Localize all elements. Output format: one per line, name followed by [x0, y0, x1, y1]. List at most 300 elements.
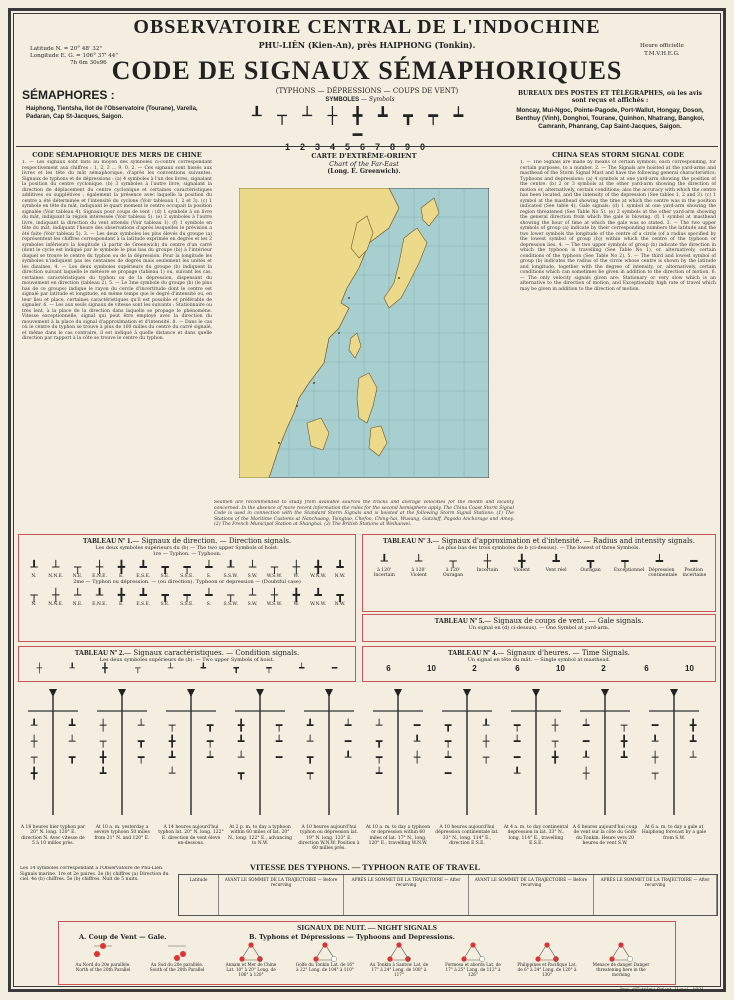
night-signals-box: [58, 921, 676, 985]
time-hour: 2: [472, 664, 477, 673]
svg-text:┸: ┸: [513, 767, 521, 780]
night-signal-item: [443, 942, 503, 977]
table-1-row2-signs: [23, 588, 351, 602]
map-caption: [214, 152, 514, 176]
night-title: SIGNAUX DE NUIT. — NIGHT SIGNALS: [297, 923, 437, 932]
direction-symbol: ┳: [336, 588, 344, 602]
map-subtitle: Chart of the Far-East: [329, 160, 399, 168]
divider-top: [16, 146, 718, 147]
post-offices-list: Moncay, Mui-Ngoc, Pointe-Pagode, Port-Wallut, Hongay, Doson, Benthuy (Vinh), Donghoi, Tourane, Quinhon, Nhatrang, Bangkoi, Camranh, Phanrang, Cap Saint-Jacques, Saigon.: [515, 107, 705, 130]
condition-symbol: ┯: [266, 664, 272, 674]
condition-symbol: ┴: [167, 664, 174, 674]
speed-column: AVANT LE SOMMET DE LA TRAJECTOIRE — Before recurving: [219, 875, 344, 915]
table-5-title-rest: — Signaux de coups de vent. — Gale signals.: [484, 617, 644, 625]
direction-label: E.S.E.: [136, 574, 151, 579]
direction-symbol: ┷: [205, 588, 213, 602]
svg-text:┷: ┷: [444, 751, 452, 764]
table-3-sub1: Le plus bas des trois symboles de b (ci-dessus). — The lowest of three Symbols.: [438, 545, 640, 551]
symbols-title: SYMBOLES — Symbols: [325, 96, 395, 103]
table-2-title: [19, 649, 355, 657]
svg-text:┬: ┬: [99, 735, 107, 748]
svg-text:┳: ┳: [306, 751, 314, 764]
svg-text:┷: ┷: [582, 719, 590, 732]
post-offices-box: [510, 90, 710, 150]
svg-text:╋: ╋: [551, 751, 559, 764]
direction-symbol: ┴: [74, 588, 82, 602]
condition-symbol: ┼: [36, 664, 43, 674]
left-section-title: CODE SÉMAPHORIQUE DES MERS DE CHINE: [32, 151, 202, 159]
radius-label: Position incertaine: [682, 568, 707, 578]
radius-symbol: ┯: [621, 554, 629, 568]
lantern-icon: [606, 942, 636, 962]
direction-label: N.: [31, 574, 37, 579]
direction-label: S.S.W.: [223, 602, 238, 607]
map-title: CARTE D'EXTRÊME-ORIENT: [311, 152, 417, 160]
table-3-signs: [367, 554, 711, 568]
map-graphic: [239, 188, 489, 478]
night-signal-label: Au Nord du 20e parallèle. North of the 20th Parallel: [75, 962, 131, 972]
night-signal-label: Golfe du Tonkin Lat. de 16° à 22° Long. de 104° à 110°: [295, 962, 355, 972]
svg-text:┬: ┬: [168, 719, 176, 732]
table-5-number: TABLEAU Nº 5.: [434, 617, 485, 625]
direction-label: S.E.: [160, 574, 170, 579]
example-diagram: [434, 685, 500, 863]
direction-symbol: ┻: [139, 560, 147, 574]
direction-label: W.S.W.: [266, 574, 282, 579]
direction-symbol: ┻: [139, 588, 147, 602]
direction-label: S.W.: [247, 574, 258, 579]
direction-label: N.N.E.: [48, 574, 64, 579]
svg-text:╋: ╋: [237, 719, 245, 732]
direction-symbol: ┴: [248, 588, 257, 602]
direction-label: W.: [293, 574, 299, 579]
example-diagram: [158, 685, 224, 863]
semaphores-list: Haiphong, Tientsha, îlot de l'Observatoire (Tourane), Varella, Padaran, Cap St-Jacques, Saigon.: [26, 106, 198, 120]
left-section-text: 1. — Les signaux sont faits au moyen des symboles ci-contre correspondant respectivement aux chiffres : 1, 2, 3 ... 9, 0. 2. — Ces signaux sont hissés aux livres et les tête du mât sémaphorique, d'après les conventions suivantes. Signaux de typhons et de dépressions : (a) 4 symboles à l'un des livres, signalant la position du centre cyclonique. (b) 3 symboles à l'autre livre, signalant la direction de déplacement du centre cyclonique et certaines caractéristiques additives ou supplétives ; également la présence avec laquelle la position du centre a été déterminée et l'intensité du cyclone (Voir tableaux 1, 2 et 3). (c) 1 symbole en tête du mât, indiquant le quart moment le centre occupait la position signalée (Voir tableau 4). Signaux pour coups de vent : (d) 1 symbole à un livre du mât, indiquant la région intéressée (Voir tableau 5). (e) 2 symboles à l'autre livre, indiquant la direction du vent attendu (Voir tableau 1). (f) 1 symbole en tête du mât, indiquant l'heure des observations d'après lesquelles le prévision a été faite (Voir tableau 5). 3. — Les deux symboles les plus élevés du groupe (a) représentent les chiffres correspondant à la latitude exprimée en degrés et les 2 symboles inférieurs la longitude (à partir de Greenwich) du centre d'un carré (dont le cycle est indiqué par le symbole le plus bas du groupe (b)) à l'intérieur duquel se trouve le centre du typhon ou de la dépression. Pour la longitude les symboles n'indiquent pas les centaines de degrés mais seulement les unités et les dizaines. 4. — Les deux symboles supérieurs du groupe (b) indiquent la direction suivant laquelle le météore se propage (tableau 1) ou, suivant les cas, certaines caractéristiques du typhon ou de la dépression, dispensant du mouvement en direction (tableau 2). 5. — Le 3me symbole du groupe (b) (le plus bas de ce groupe) indique le rayon du cercle d'incertitude dont le centre est signalé par latitude et longitude, en même temps que le degré d'intensité ou, en leur lieu et place, certaines caractéristiques qu'il est possible et préférable de signaler. 6. — Les aux seuls signaux de vitesse sont les suivants : Stationnaire ou très lent, à la place de la direction dans laquelle se propage le phénomène. Vitesse exceptionnelle, signal qui peut être employé avec la direction du mouvement à la place du signal d'approximation et d'intensité. 8. — Dans le cas où le centre du typhon se trouve à plus de 100 milles du centre du carré signalé, et même dans le cas contraire, il est indiqué à quelle distance et dans quelle direction par rapport à la côte se trouve le centre du typhon.: [22, 160, 212, 341]
table-1-sub2: 1re — Typhon. — Typhoon.: [152, 551, 222, 557]
semaphores-title: SÉMAPHORES :: [22, 88, 115, 102]
condition-symbol: ┳: [233, 664, 239, 674]
svg-text:┬: ┬: [30, 751, 38, 764]
svg-text:┳: ┳: [375, 735, 383, 748]
time-hour: 2: [601, 664, 606, 673]
table-4-title-rest: — Signaux d'heures. — Time Signals.: [497, 649, 631, 657]
svg-text:┷: ┷: [513, 735, 521, 748]
direction-label: S.: [206, 574, 212, 579]
table-4-sub1: Un signal en tête du mât. — Single symbol at masthead.: [467, 657, 611, 663]
direction-label: S.: [206, 602, 212, 607]
symbol-numbers: 1234567890: [284, 142, 436, 152]
svg-text:┼: ┼: [551, 719, 559, 732]
example-diagram: [296, 685, 362, 863]
example-caption: At 6 a. m. to day a gale at Haiphong forecast by a gale from S.W.: [641, 825, 707, 841]
night-signal-item: [369, 942, 429, 977]
table-3-radius: [362, 534, 716, 612]
lantern-icon: [458, 942, 488, 962]
svg-text:━: ━: [444, 767, 452, 780]
direction-symbol: ┴: [52, 560, 60, 574]
direction-symbol: ┬: [74, 560, 82, 574]
direction-label: W.N.W.: [310, 574, 327, 579]
direction-symbol: ┸: [30, 560, 38, 574]
direction-label: N.W.: [334, 602, 346, 607]
svg-text:━: ━: [413, 719, 421, 732]
svg-text:┳: ┳: [137, 735, 145, 748]
svg-text:┸: ┸: [582, 751, 590, 764]
radius-label: à 120' Violent: [410, 568, 427, 578]
example-caption: A 18 heures hier typhon par 20° N. long. 120° E. direction N. Avec vitesse de 5 à 10 milles près.: [20, 825, 86, 846]
svg-text:╋: ╋: [30, 767, 38, 780]
time-hour: 10: [556, 664, 565, 673]
example-diagram: [641, 685, 707, 863]
svg-text:┸: ┸: [482, 719, 490, 732]
svg-text:╋: ╋: [620, 735, 628, 748]
night-typhoon-label: B. Typhons et Dépressions — Typhoons and Depressions.: [249, 933, 455, 941]
table-2-condition: [18, 646, 356, 682]
table-1-number: TABLEAU Nº 1.: [82, 537, 133, 545]
mast-icon: [641, 685, 707, 819]
time-hour: 10: [427, 664, 436, 673]
direction-label: S.S.E.: [180, 602, 194, 607]
svg-text:┴: ┴: [375, 719, 383, 732]
page-subtitle: (TYPHONS — DÉPRESSIONS — COUPS DE VENT): [275, 87, 459, 95]
direction-symbol: ╋: [117, 560, 125, 574]
radius-label: à 120' Incertain: [373, 568, 395, 578]
symbols-title-caps: SYMBOLES: [325, 97, 360, 103]
night-signal-item: [73, 942, 133, 972]
direction-label: N.N.E.: [48, 602, 64, 607]
radius-label: Dépression continentale: [648, 568, 678, 578]
night-signal-label: Au Sud du 20e parallèle. South of the 20th Parallel: [149, 962, 205, 972]
direction-label: E.: [118, 574, 124, 579]
condition-symbol: ╋: [102, 664, 108, 674]
direction-symbol: ┷: [205, 560, 213, 574]
svg-text:┬: ┬: [620, 719, 628, 732]
observatory-coordinates: [30, 46, 118, 67]
direction-symbol: ╋: [314, 560, 322, 574]
svg-text:┻: ┻: [689, 735, 697, 748]
hour-line1: Heure officielle: [640, 43, 684, 49]
lantern-icon: [236, 942, 266, 962]
night-signal-label: Annam et Mer de Chine Lat. 10° à 20° Long. de 106° à 120°: [225, 962, 277, 977]
radius-symbol: ╋: [518, 554, 526, 568]
middle-note: Seamen are recommended to study from available sources the tracks and average velocities for the month and locality concerned. In the absence of more recent information the rules for the second hemisphere apply. The China Coast Storm Signal Code is used in connection with the Standard Storm Signals and is hoisted at the following Storm Signal Stations: (1) The Stations of the Maritime Customs at Nanchuang, Tsingtao, Chefoo, Ching-hai, Wusung, Gutzlaff, Pagoda Anchorage and Amoy. (2) The French Municipal Station at Shanghai. (3) The British Stations at Weihaiwei.: [214, 500, 514, 527]
speed-column: APRÈS LE SOMMET DE LA TRAJECTOIRE — After recurving: [344, 875, 469, 915]
speed-column: Latitude: [179, 875, 219, 915]
direction-label: N.W.: [334, 574, 346, 579]
svg-text:╋: ╋: [689, 719, 697, 732]
svg-text:┯: ┯: [444, 735, 452, 748]
night-signal-item: [221, 942, 281, 977]
svg-text:━: ━: [651, 719, 659, 732]
svg-text:┼: ┼: [30, 735, 38, 748]
mast-icon: [296, 685, 362, 819]
direction-symbol: ╋: [117, 588, 125, 602]
table-1-row1-signs: [23, 560, 351, 574]
direction-symbol: ┼: [292, 560, 300, 574]
svg-text:┻: ┻: [306, 719, 314, 732]
speed-table: [178, 874, 718, 916]
table-4-number: TABLEAU Nº 4.: [447, 649, 498, 657]
svg-text:┯: ┯: [275, 719, 283, 732]
svg-text:┳: ┳: [444, 719, 452, 732]
table-5-gale: [362, 614, 716, 642]
speed-column: AVANT LE SOMMET DE LA TRAJECTOIRE — Before recurving: [469, 875, 594, 915]
radius-symbol: ┷: [655, 554, 663, 568]
night-signal-item: [295, 942, 355, 972]
table-2-number: TABLEAU Nº 2.: [74, 649, 125, 657]
mast-icon: [365, 685, 431, 819]
table-1-row2-labels: [23, 602, 351, 607]
time-value: 7h 6m 30s96: [70, 60, 107, 66]
svg-text:┸: ┸: [30, 719, 38, 732]
table-5-title: [363, 617, 715, 625]
direction-symbol: ┬: [30, 588, 38, 602]
svg-text:┷: ┷: [344, 719, 352, 732]
direction-label: S.S.W.: [223, 574, 238, 579]
direction-symbol: ┬: [270, 560, 278, 574]
mast-icon: [227, 685, 293, 819]
symbol-glyphs: ┸ ┬ ┴ ┼ ╋ ┻ ┳ ┯ ┷ ━: [251, 106, 469, 144]
svg-text:┬: ┬: [651, 767, 659, 780]
lantern-icon: [162, 942, 192, 962]
example-diagram: [20, 685, 86, 863]
direction-symbol: ┳: [161, 588, 169, 602]
table-1-title: [19, 537, 355, 545]
direction-symbol: ┳: [161, 560, 169, 574]
svg-text:┴: ┴: [68, 735, 76, 748]
direction-label: N.E.: [72, 602, 83, 607]
direction-symbol: ┻: [336, 560, 344, 574]
lantern-icon: [310, 942, 340, 962]
right-section-title: CHINA SEAS STORM SIGNAL CODE: [552, 151, 684, 159]
lantern-icon: [88, 942, 118, 962]
direction-symbol: ┴: [248, 560, 257, 574]
table-4-title: [363, 649, 715, 657]
svg-text:━: ━: [513, 751, 521, 764]
svg-text:┷: ┷: [206, 751, 214, 764]
example-caption: At 2 p. m. to day a typhoon within 60 miles of lat. 20° N., long. 122° E., advancing to N.W.: [228, 825, 292, 846]
svg-text:━: ━: [275, 751, 283, 764]
night-signal-label: Au Tonkin à Santow Lat. de 17° à 24° Long. de 108° à 117°: [369, 962, 429, 977]
example-diagram: [89, 685, 155, 863]
direction-symbol: ┸: [95, 588, 104, 602]
direction-symbol: ┼: [270, 588, 278, 602]
direction-label: E.: [118, 602, 124, 607]
svg-text:━: ━: [344, 735, 352, 748]
table-4-time: [362, 646, 716, 682]
night-signal-item: [517, 942, 577, 977]
mast-icon: [503, 685, 569, 819]
direction-symbol: ┯: [183, 560, 191, 574]
radius-label: Exceptionnel: [613, 568, 645, 573]
svg-text:┯: ┯: [137, 751, 145, 764]
condition-symbol: ┻: [200, 664, 207, 674]
post-offices-title: BUREAUX DES POSTES ET TÉLÉGRAPHES, où les avis sont reçus et affichés :: [517, 90, 703, 104]
svg-text:┸: ┸: [651, 735, 659, 748]
example-diagram: [365, 685, 431, 863]
radius-label: Incertain: [476, 568, 498, 573]
svg-text:┻: ┻: [99, 767, 107, 780]
mast-icon: [158, 685, 224, 819]
condition-symbol: ━: [331, 664, 338, 674]
mast-icon: [434, 685, 500, 819]
table-3-title-rest: — Signaux d'approximation et d'intensité. — Radius and intensity signals.: [432, 537, 696, 545]
map-meridian: (Long. E. Greenwich).: [327, 168, 401, 175]
official-hour: [640, 42, 684, 58]
direction-symbol: ┼: [52, 588, 60, 602]
direction-label: N.E.: [72, 574, 83, 579]
svg-text:╋: ╋: [168, 735, 176, 748]
table-1-title-rest: — Signaux de direction. — Direction signals.: [132, 537, 292, 545]
svg-text:╋: ╋: [99, 751, 107, 764]
example-diagram: [572, 685, 638, 863]
direction-label: S.W.: [247, 602, 258, 607]
mast-icon: [89, 685, 155, 819]
example-caption: At 10 a. m. yesterday a severe typhoon 50 miles from 21° N. and 120° E.: [94, 825, 150, 841]
table-2-sub1: Les deux symboles supérieurs de (b). — Two upper Symbols of hoist.: [99, 657, 275, 663]
radius-symbol: ┴: [414, 554, 423, 568]
svg-text:┼: ┼: [99, 719, 107, 732]
direction-label: W.S.W.: [266, 602, 282, 607]
far-east-map: [214, 152, 514, 497]
svg-text:┴: ┴: [689, 751, 697, 764]
svg-text:┼: ┼: [651, 751, 659, 764]
svg-text:┸: ┸: [413, 735, 421, 748]
page-title: CODE DE SIGNAUX SÉMAPHORIQUES: [111, 56, 623, 85]
direction-symbol: ┸: [227, 560, 235, 574]
direction-label: E.N.E.: [92, 574, 107, 579]
mast-icon: [572, 685, 638, 819]
lon-value: 106° 37' 44": [82, 53, 118, 59]
svg-text:┻: ┻: [168, 751, 176, 764]
night-signal-item: [147, 942, 207, 972]
direction-label: E.S.E.: [136, 602, 151, 607]
table-4-hours: [367, 664, 711, 673]
symbols-box: [240, 96, 480, 152]
lantern-icon: [532, 942, 562, 962]
radius-label: Vent réel: [545, 568, 567, 573]
direction-label: W.: [293, 602, 299, 607]
direction-symbol: ╋: [292, 588, 300, 602]
radius-label: à 120' Ouragan: [442, 568, 464, 578]
lat-label: Latitude N. =: [30, 46, 69, 52]
imprint: Imp. d'Extrême-Orient, Hanoi - 1931.: [620, 988, 706, 993]
observatory-title: OBSERVATOIRE CENTRAL DE L'INDOCHINE: [133, 16, 601, 38]
svg-text:┼: ┼: [413, 751, 421, 764]
radius-symbol: ┸: [380, 554, 388, 568]
svg-text:┬: ┬: [482, 751, 490, 764]
radius-symbol: ┼: [483, 554, 491, 568]
svg-text:━: ━: [582, 735, 590, 748]
svg-text:┴: ┴: [168, 767, 176, 780]
condition-symbol: ┷: [299, 664, 305, 674]
example-caption: A 14 heures aujourd'hui typhon lat. 20° N. long. 122° E. direction de vent élevé en-dessous.: [158, 825, 224, 846]
direction-label: S.E.: [160, 602, 170, 607]
lantern-icon: [384, 942, 414, 962]
direction-symbol: ┬: [227, 588, 235, 602]
header: [14, 14, 720, 95]
svg-text:┻: ┻: [620, 751, 628, 764]
direction-symbol: ┯: [183, 588, 191, 602]
svg-text:┴: ┴: [137, 719, 145, 732]
direction-label: N.: [31, 602, 37, 607]
direction-label: S.S.E.: [180, 574, 194, 579]
side-note-left: Les 14 symboles correspondant à l'Observatoire de Phu-Liên. Signals marine. 1re et 2e paires. 3e (b) chiffres (a) Direction du ciel. 4e (b) chiffres. 5e (b) chiffres. Nuit de 5 nuits.: [20, 866, 169, 883]
example-diagrams: [20, 685, 714, 863]
right-section-text: 1. — The Signals are made by means of certain symbols, each corresponding, for certain purposes, to a number. 2. — The Signals are hoisted at the yard-arms and masthead of the Storm Signal Mast and have the following general characteristics: Typhoons and depressions: (a) 4 symbols at one yard-arm showing the position of the centre. (b) 2 or 3 symbols at the other yard-arm showing the direction of motion or, alternatively, certain conditions; also the accuracy with which the centre has been located, and the intensity of the depression (See tables 1, 2 and 3). (c) 1 symbol at the masthead showing the time at which the centre was in the position indicated (See table 4). Gale signals: (d) 1 symbol at one yard-arm showing the region threatened (See Table No 5). (e) 2 symbols at the other yard-arm showing the general direction from which the gale is blowing. (f) 1 symbol at masthead showing the hour of time at which the gale was so stated. 3. — The two upper symbols of group (a) indicate by their corresponding numbers the latitude and the two lower symbols the longitude of the centre of a circle (of a radius specified by the lowest symbol of group (b)) within which the centre of the typhoon or depression lies. 4. — The two upper symbols of group (b) indicate the direction in which the typhoon is travelling (See Table No 1), or, alternatively, certain conditions of the typhoon (See Table No 2). 5. — The third and lowest symbol of group (b) indicates the radius of the circle whose centre is shown by the latitude and longitude, together with the degree of intensity, or, alternatively, certain conditions which can sometimes be given in addition to the direction of motion. 6. — The only velocity signals given are: Stationary or very slow which is an alternative to the direction of motion, and Exceptionally high rate of travel which may be given in addition to the direction of motion.: [520, 160, 716, 292]
condition-symbol: ┬: [135, 664, 141, 674]
svg-text:┳: ┳: [68, 751, 76, 764]
direction-label: E.N.E.: [92, 602, 107, 607]
speed-column: APRÈS LE SOMMET DE LA TRAJECTOIRE — After recurving: [594, 875, 717, 915]
night-signal-label: Menace de danger Danger threatening here in the morning: [592, 962, 650, 977]
svg-text:┬: ┬: [551, 735, 559, 748]
speed-title: VITESSE DES TYPHONS. — TYPHOON RATE OF TRAVEL: [249, 862, 481, 872]
direction-symbol: ┻: [314, 588, 322, 602]
svg-text:┴: ┴: [306, 735, 314, 748]
example-caption: At 4 a. m. to day continental depression in lat. 33° N., long. 114° E., travelling E.S.E.: [503, 825, 569, 846]
radius-label: Violent: [513, 568, 530, 573]
radius-symbol: ━: [690, 554, 698, 568]
condition-symbol: ┸: [69, 664, 75, 674]
example-diagram: [227, 685, 293, 863]
radius-label: Ouragan: [580, 568, 601, 573]
example-caption: A 6 heures aujourd'hui coup de vent sur la côte du Golfe du Tonkin. Heure vers 20 heures de vent S.W.: [572, 825, 638, 846]
svg-text:┼: ┼: [582, 767, 590, 780]
direction-symbol: ┼: [95, 560, 104, 574]
table-3-title: [363, 537, 715, 545]
table-5-sub1: Un signal en (d) ci-dessus). — One Symbol at yard-arm.: [468, 625, 610, 631]
time-hour: 6: [515, 664, 520, 673]
night-signal-label: Philippines et Pacifique Lat. de 6° à 24° Long. de 120° à 130°: [517, 962, 577, 977]
example-caption: At 10 a. m. to day a typhoon or depression within 60 miles of lat. 17° N., long. 120° E., travelling W.N.W.: [365, 825, 431, 846]
semaphores-box: [22, 88, 207, 140]
svg-text:┯: ┯: [206, 735, 214, 748]
table-1-sub1: Les deux symboles supérieurs du (b) — The two upper Symbols of hoist.: [95, 545, 279, 551]
table-3-number: TABLEAU Nº 3.: [382, 537, 433, 545]
svg-text:┻: ┻: [237, 735, 245, 748]
svg-text:┳: ┳: [237, 767, 245, 780]
table-2-title-rest: — Signaux caractéristiques. — Condition signals.: [124, 649, 300, 657]
lon-label: Longitude E. G. =: [30, 53, 81, 59]
table-1-direction: [18, 534, 356, 642]
svg-text:┯: ┯: [306, 767, 314, 780]
night-signal-item: [591, 942, 651, 977]
radius-symbol: ┬: [449, 554, 457, 568]
radius-symbol: ┳: [586, 554, 595, 568]
symbols-title-italic: Symbols: [368, 96, 395, 103]
example-caption: A 10 heures aujourd'hui typhon ou dépression lat. 19° N. long. 123° E. direction W.N.W. Position à 60 milles près.: [298, 825, 360, 852]
lat-value: 20° 48' 32": [70, 46, 102, 52]
hour-line2: T.M.V.H.E.G.: [644, 51, 680, 57]
svg-text:┯: ┯: [513, 719, 521, 732]
mast-icon: [20, 685, 86, 819]
svg-text:┯: ┯: [375, 751, 383, 764]
night-gale-label: A. Coup de Vent — Gale.: [79, 933, 167, 941]
table-1-sub3: 2me — Typhon ou dépression. — (ou direction). Typhoon or depression — (Doubtful case): [73, 579, 301, 585]
table-2-signs: [23, 664, 351, 674]
svg-text:┷: ┷: [375, 767, 383, 780]
night-signal-label: Formosa et abords Lat. de 17° à 25° Long. de 112° à 126°: [445, 962, 501, 977]
svg-text:┴: ┴: [237, 751, 245, 764]
direction-label: W.N.W.: [310, 602, 327, 607]
time-hour: 10: [685, 664, 694, 673]
observatory-location: PHU-LIÊN (Kien-An), près HAIPHONG (Tonkin).: [258, 40, 476, 50]
svg-text:┻: ┻: [68, 719, 76, 732]
svg-text:┷: ┷: [275, 735, 283, 748]
example-diagram: [503, 685, 569, 863]
